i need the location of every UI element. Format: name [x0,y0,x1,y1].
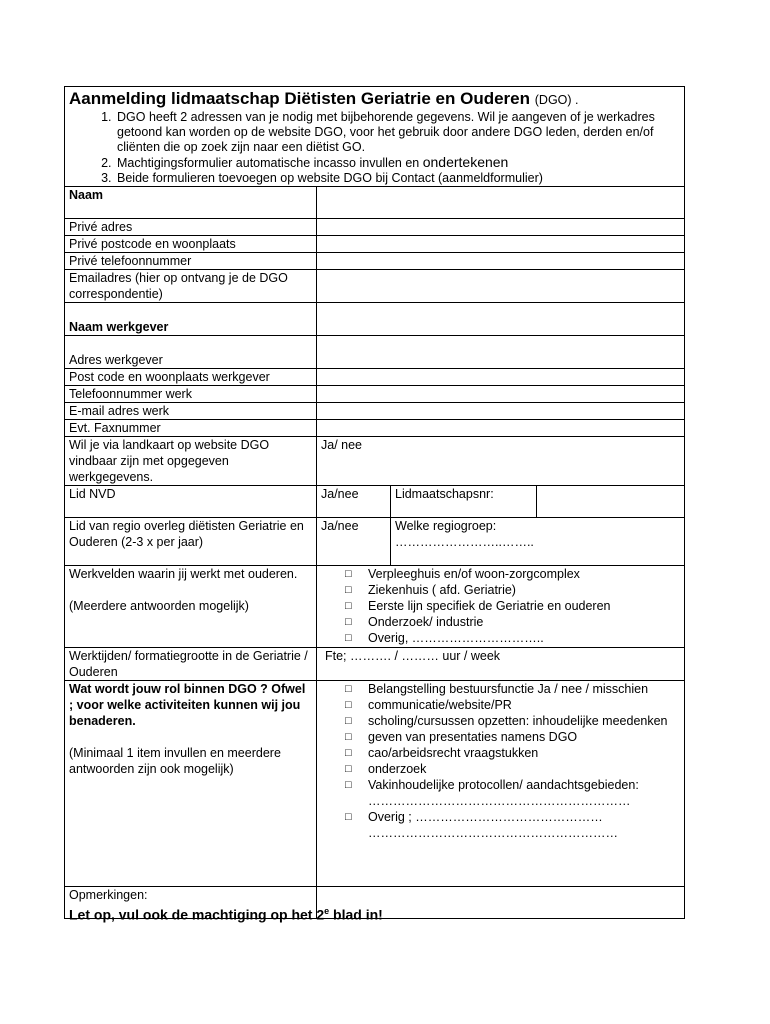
input-lidmaatschapsnr[interactable] [537,486,685,518]
werkveld-option-4[interactable] [345,614,680,630]
input-telefoon-werk[interactable] [317,386,685,403]
label-lid-nvd: Lid NVD [65,486,317,518]
checkbox-icon[interactable]: □ [345,632,352,644]
instruction-3: 3. Beide formulieren toevoegen op website DGO bij Contact (aanmeldformulier) [115,171,680,186]
input-prive-adres[interactable] [317,219,685,236]
instruction-2: 2. Machtigingsformulier automatische incasso invullen en ondertekenen [115,155,680,171]
label-adres-werkgever: Adres werkgever [65,336,317,369]
form-title-abbr: (DGO) . [534,93,579,107]
checkbox-icon[interactable]: □ [345,683,352,695]
form-title: Aanmelding lidmaatschap Diëtisten Geriatrie en Ouderen (DGO) . [69,89,579,108]
label-opmerkingen: Opmerkingen: [65,887,317,919]
label-fax: Evt. Faxnummer [65,420,317,437]
werkveld-option-2[interactable] [345,582,680,598]
membership-form [64,86,685,919]
label-email-werk: E-mail adres werk [65,403,317,420]
label-landkaart: Wil je via landkaart op website DGO vindbaar zijn met opgegeven werkgegevens. [65,437,317,486]
option-label: cao/arbeidsrecht vraagstukken [368,746,539,760]
checkbox-icon[interactable]: □ [345,616,352,628]
regiogroep-dots: ……………………..…….. [395,535,534,549]
rol-option-2[interactable] [345,697,680,713]
label-werkvelden: Werkvelden waarin jij werkt met ouderen. (Meerdere antwoorden mogelijk) [65,566,317,648]
checkbox-icon[interactable]: □ [345,731,352,743]
label-rol: Wat wordt jouw rol binnen DGO ? Ofwel ; voor welke activiteiten kunnen wij jou benaderen. (Minimaal 1 item invullen en meerdere antwoorden zijn ook mogelijk) [65,681,317,887]
input-postcode-werkgever[interactable] [317,369,685,386]
checkbox-icon[interactable]: □ [345,584,352,596]
input-email-werk[interactable] [317,403,685,420]
werkveld-option-3[interactable] [345,598,680,614]
rol-options [317,681,685,887]
input-regiogroep[interactable] [391,518,685,566]
checkbox-icon[interactable]: □ [345,763,352,775]
option-label: Overig, ………………………….. [368,631,544,645]
input-lid-nvd[interactable]: Ja/nee [317,486,391,518]
input-naam[interactable] [317,187,685,219]
label-naam: Naam [65,187,317,219]
option-label: communicatie/website/PR [368,698,512,712]
rol-option-5[interactable] [345,745,680,761]
label-prive-postcode: Privé postcode en woonplaats [65,236,317,253]
checkbox-icon[interactable]: □ [345,568,352,580]
werkvelden-options [317,566,685,648]
input-werktijden[interactable]: Fte; ………. / ……… uur / week [317,648,685,681]
rol-option-7[interactable] [345,777,680,809]
werkvelden-note: (Meerdere antwoorden mogelijk) [69,599,249,613]
option-label: scholing/cursussen opzetten: inhoudelijke meedenken [368,714,668,728]
instruction-2-emphasis: ondertekenen [422,154,509,170]
label-telefoon-werk: Telefoonnummer werk [65,386,317,403]
input-prive-postcode[interactable] [317,236,685,253]
label-lidmaatschapsnr: Lidmaatschapsnr: [391,486,537,518]
option-label: geven van presentaties namens DGO [368,730,578,744]
rol-note: (Minimaal 1 item invullen en meerdere antwoorden zijn ook mogelijk) [69,746,281,776]
input-regio[interactable]: Ja/nee [317,518,391,566]
label-naam-werkgever: Naam werkgever [65,303,317,336]
checkbox-icon[interactable]: □ [345,811,352,823]
instructions-list [69,110,680,186]
regiogroep-label: Welke regiogroep: [395,519,497,533]
label-regio: Lid van regio overleg diëtisten Geriatrie en Ouderen (2-3 x per jaar) [65,518,317,566]
instruction-1: 1. DGO heeft 2 adressen van je nodig met bijbehorende gegevens. Wil je aangeven of je werkadres getoond kan worden op de website DGO, voor het gebruik door andere DGO leden, derden en/of cliënten die op zoek zijn naar een diëtist GO. [115,110,680,155]
checkbox-icon[interactable]: □ [345,600,352,612]
checkbox-icon[interactable]: □ [345,715,352,727]
footer-note: Let op, vul ook de machtiging op het 2e blad in! [69,906,383,923]
rol-option-3[interactable] [345,713,680,729]
option-label: Overig ; ……………………………………… [368,810,603,824]
option-label: Eerste lijn specifiek de Geriatrie en ouderen [368,599,611,613]
option-label: Belangstelling bestuursfunctie Ja / nee / misschien [368,682,649,696]
input-email[interactable] [317,270,685,303]
form-header [65,87,685,187]
input-adres-werkgever[interactable] [317,336,685,369]
werkveld-option-5[interactable] [345,630,680,646]
input-naam-werkgever[interactable] [317,303,685,336]
label-prive-telefoon: Privé telefoonnummer [65,253,317,270]
checkbox-icon[interactable]: □ [345,779,352,791]
label-postcode-werkgever: Post code en woonplaats werkgever [65,369,317,386]
rol-option-1[interactable] [345,681,680,697]
input-fax[interactable] [317,420,685,437]
option-label: Vakinhoudelijke protocollen/ aandachtsgebieden: [368,778,639,792]
werkveld-option-1[interactable] [345,566,680,582]
label-prive-adres: Privé adres [65,219,317,236]
input-landkaart[interactable]: Ja/ nee [317,437,685,486]
option-dots: ……………………………………………………… [368,794,631,808]
option-label: onderzoek [368,762,427,776]
option-label: Ziekenhuis ( afd. Geriatrie) [368,583,516,597]
rol-option-6[interactable] [345,761,680,777]
checkbox-icon[interactable]: □ [345,699,352,711]
option-label: Onderzoek/ industrie [368,615,484,629]
option-label: Verpleeghuis en/of woon-zorgcomplex [368,567,580,581]
label-werktijden: Werktijden/ formatiegrootte in de Geriatrie / Ouderen [65,648,317,681]
label-email: Emailadres (hier op ontvang je de DGO correspondentie) [65,270,317,303]
rol-option-4[interactable] [345,729,680,745]
checkbox-icon[interactable]: □ [345,747,352,759]
option-dots: …………………………………………………… [368,826,618,840]
rol-option-overig[interactable] [345,809,680,841]
input-prive-telefoon[interactable] [317,253,685,270]
